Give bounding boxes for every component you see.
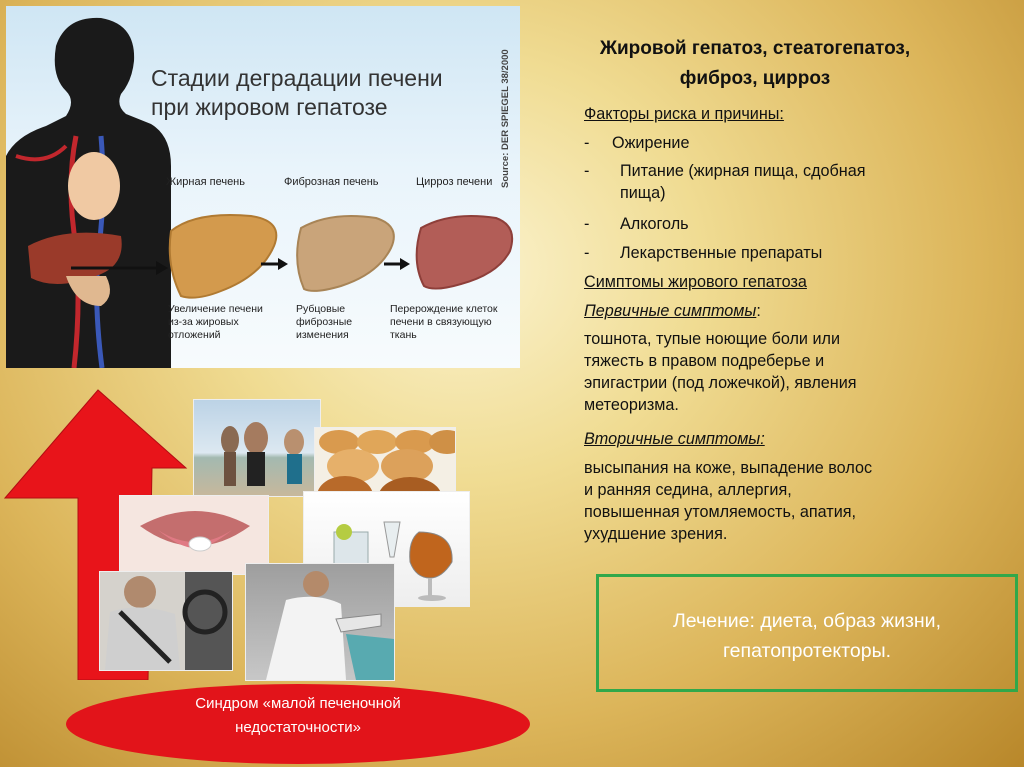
primary-symptoms-text xyxy=(584,328,944,416)
painter-photo xyxy=(246,564,394,680)
risk-item-line: пища) xyxy=(620,184,666,202)
stage-label-fibrotic: Фиброзная печень xyxy=(284,176,379,188)
stage-label-cirrhosis: Цирроз печени xyxy=(416,176,493,188)
primary-symptoms-title xyxy=(584,300,761,322)
illustration-title xyxy=(151,64,443,122)
tongue-pill-photo xyxy=(120,496,268,574)
treatment-text xyxy=(612,606,1002,666)
heading-line: Жировой гепатоз, стеатогепатоз, xyxy=(599,38,911,59)
syndrome-line: недостаточности» xyxy=(235,719,361,736)
caption-line: печени в связующую xyxy=(390,316,492,328)
caption-line: отложений xyxy=(168,329,221,341)
illustration-title-line: Стадии деградации печени xyxy=(151,65,443,91)
risk-factors-title: Факторы риска и причины: xyxy=(584,105,784,123)
risk-item: Лекарственные препараты xyxy=(620,244,823,262)
slide-heading xyxy=(555,34,955,94)
symptoms-line: тяжесть в правом подреберье и xyxy=(584,352,825,370)
caption-line: фиброзные xyxy=(296,316,353,328)
illustration-title-line: при жировом гепатозе xyxy=(151,94,388,120)
caption-line: Рубцовые xyxy=(296,303,346,315)
heading-line: фиброз, цирроз xyxy=(679,68,831,89)
symptoms-title: Симптомы жирового гепатоза xyxy=(584,273,807,291)
caption-line: изменения xyxy=(296,329,349,341)
treatment-line: Лечение: диета, образ жизни, xyxy=(672,610,941,632)
symptoms-line: эпигастрии (под ложечкой), явления xyxy=(584,374,857,392)
syndrome-line: Синдром «малой печеночной xyxy=(195,695,401,712)
risk-item: Алкоголь xyxy=(620,215,689,233)
caption-line: из-за жировых xyxy=(168,316,239,328)
fatty-liver-image xyxy=(170,215,277,298)
liver-stages-illustration xyxy=(6,6,520,368)
stage-label-fatty: Жирная печень xyxy=(166,176,245,188)
list-dash: - xyxy=(584,215,590,233)
secondary-symptoms-text xyxy=(584,457,964,545)
list-dash: - xyxy=(584,134,590,152)
risk-item: Ожирение xyxy=(612,134,690,152)
symptoms-line: и ранняя седина, аллергия, xyxy=(584,481,792,499)
heart-shape xyxy=(68,152,120,220)
symptoms-line: тошнота, тупые ноющие боли или xyxy=(584,330,841,348)
primary-symptoms-label: Первичные симптомы xyxy=(584,302,757,320)
list-dash: - xyxy=(584,244,590,262)
treatment-line: гепатопротекторы. xyxy=(722,640,892,662)
secondary-symptoms-title: Вторичные симптомы: xyxy=(584,430,765,448)
symptoms-line: ухудшение зрения. xyxy=(584,525,728,543)
driver-seatbelt-photo xyxy=(100,572,232,670)
source-credit: Source: DER SPIEGEL 38/2000 xyxy=(500,49,511,188)
symptoms-line: высыпания на коже, выпадение волос xyxy=(584,459,873,477)
risk-item xyxy=(620,160,866,204)
caption-line: Перерождение клеток xyxy=(390,303,498,315)
primary-symptoms-colon: : xyxy=(756,302,761,320)
symptoms-line: метеоризма. xyxy=(584,396,679,414)
risk-item-line: Питание (жирная пища, сдобная xyxy=(620,162,866,180)
syndrome-text xyxy=(110,692,486,740)
stage-caption-fibrotic xyxy=(296,303,352,342)
beach-people-photo xyxy=(194,400,320,496)
caption-line: ткань xyxy=(390,329,417,341)
caption-line: Увеличение печени xyxy=(168,303,263,315)
cirrhotic-liver-image xyxy=(417,216,512,289)
list-dash: - xyxy=(584,162,590,180)
fibrotic-liver-image xyxy=(297,216,394,291)
symptoms-line: повышенная утомляемость, апатия, xyxy=(584,503,857,521)
stage-caption-fatty xyxy=(168,303,263,342)
stage-caption-cirrhosis xyxy=(390,303,498,342)
